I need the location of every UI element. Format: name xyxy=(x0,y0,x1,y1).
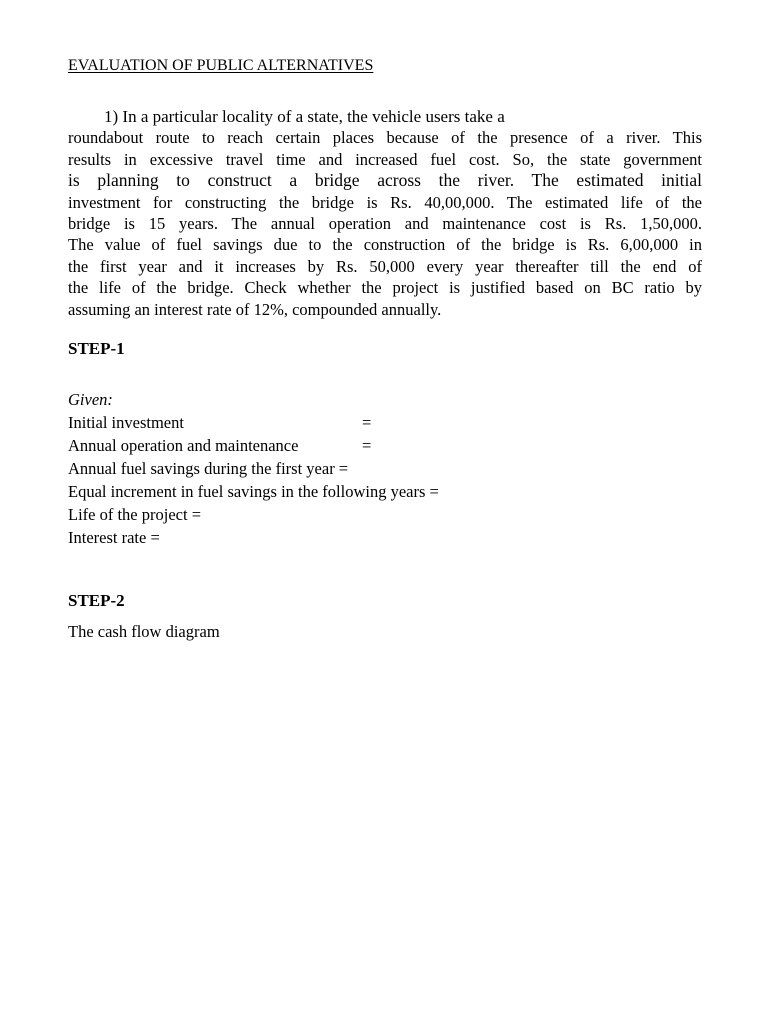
problem-line: 1) In a particular locality of a state, the vehicle users take a xyxy=(104,107,505,126)
document-title: EVALUATION OF PUBLIC ALTERNATIVES xyxy=(68,57,374,74)
given-row-label: Initial investment xyxy=(68,413,184,432)
given-row-label: Annual operation and maintenance xyxy=(68,436,299,455)
given-row-increment xyxy=(68,480,439,503)
problem-line: investment for constructing the bridge is Rs. 40,00,000. The estimated life of the xyxy=(68,192,702,212)
step1-heading: STEP-1 xyxy=(68,339,125,358)
problem-line: results in excessive travel time and increased fuel cost. So, the state government xyxy=(68,149,702,169)
given-row-fuel-savings xyxy=(68,457,439,480)
cashflow-diagram-label: The cash flow diagram xyxy=(68,622,220,641)
equals-sign: = xyxy=(362,413,372,432)
problem-line: assuming an interest rate of 12%, compounded annually. xyxy=(68,299,442,319)
given-row-label: Interest rate = xyxy=(68,528,160,547)
given-row-interest-rate xyxy=(68,526,439,549)
problem-line: the first year and it increases by Rs. 50,000 every year thereafter till the end of xyxy=(68,256,702,276)
problem-line: The value of fuel savings due to the construction of the bridge is Rs. 6,00,000 in xyxy=(68,235,702,255)
problem-line: is planning to construct a bridge across the river. The estimated initial xyxy=(68,170,702,191)
given-row-initial-investment xyxy=(68,411,439,434)
step2-heading: STEP-2 xyxy=(68,591,125,610)
given-row-life xyxy=(68,503,439,526)
equals-sign: = xyxy=(362,436,372,455)
problem-line: bridge is 15 years. The annual operation and maintenance cost is Rs. 1,50,000. xyxy=(68,214,702,234)
given-section xyxy=(68,388,439,549)
given-row-label: Annual fuel savings during the first year = xyxy=(68,459,349,478)
given-label: Given: xyxy=(68,390,113,409)
problem-line: the life of the bridge. Check whether the project is justified based on BC ratio by xyxy=(68,278,702,298)
given-row-label: Equal increment in fuel savings in the following years = xyxy=(68,482,439,501)
given-row-label: Life of the project = xyxy=(68,505,201,524)
problem-statement xyxy=(68,106,702,320)
given-row-operation-maintenance xyxy=(68,434,439,457)
problem-line: roundabout route to reach certain places because of the presence of a river. This xyxy=(68,128,702,148)
